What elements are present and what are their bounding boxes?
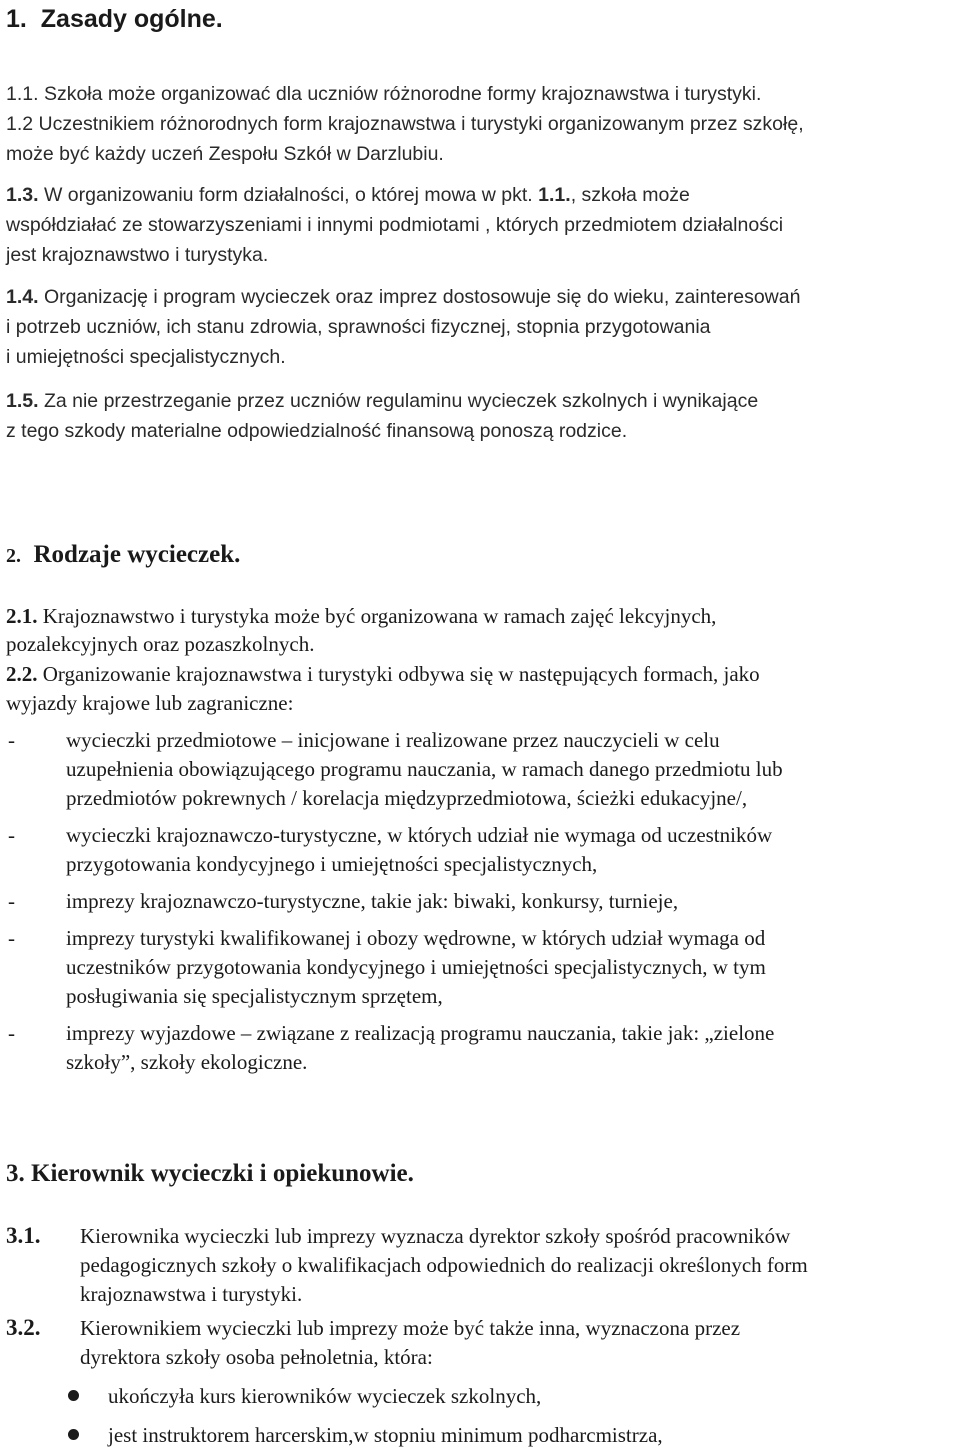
paragraph-2-2-text: Organizowanie krajoznawstwa i turystyki odbywa się w następujących formach, jako [37,662,760,686]
bullet-item-1: ukończyła kurs kierowników wycieczek szkolnych, [108,1384,542,1408]
paragraph-2-2-num: 2.2. [6,662,38,686]
paragraph-1-3-num: 1.3. [6,184,39,206]
paragraph-1-2-line-2 [6,140,444,168]
paragraph-1-1-line: 1.1. Szkoła może organizować dla uczniów różnorodne formy krajoznawstwa i turystyki. [6,83,762,105]
list-item-2-line-1: wycieczki krajoznawczo-turystyczne, w których udział nie wymaga od uczestników [66,823,773,847]
paragraph-1-5-text: Za nie przestrzeganie przez uczniów regulaminu wycieczek szkolnych i wynikające [38,390,759,412]
list-item-3-line-1: imprezy krajoznawczo-turystyczne, takie jak: biwaki, konkursy, turnieje, [66,889,679,913]
paragraph-1-4-line-2 [6,313,711,341]
paragraph-3-2-line-1: Kierownikiem wycieczki lub imprezy może być także inna, wyznaczona przez [80,1316,741,1340]
paragraph-1-4-text: i potrzeb uczniów, ich stanu zdrowia, sprawności fizycznej, stopnia przygotowania [6,316,711,338]
paragraph-3-2-num: 3.2. [6,1315,41,1340]
paragraph-1-3-line-2 [6,211,783,239]
paragraph-1-4-num: 1.4. [6,286,39,308]
paragraph-1-3-line-3 [6,241,268,269]
list-dash: - [8,823,15,847]
list-item-2-line-2: przygotowania kondycyjnego i umiejętności specjalistycznych, [66,852,598,876]
paragraph-2-2-line-2 [6,689,293,717]
bullet-icon [68,1390,79,1401]
list-dash: - [8,1021,15,1045]
section-2-heading-text: Rodzaje wycieczek. [33,541,241,568]
paragraph-1-3-text: współdziałać ze stowarzyszeniami i innymi podmiotami , których przedmiotem działalności [6,214,784,236]
list-item-1-line-3: przedmiotów pokrewnych / korelacja międzyprzedmiotowa, ścieżki edukacyjne/, [66,786,748,810]
paragraph-2-1-line-1 [6,602,716,630]
paragraph-1-5-line-2 [6,417,627,445]
paragraph-1-4-text: Organizację i program wycieczek oraz imprez dostosowuje się do wieku, zainteresowań [38,286,801,308]
list-dash: - [8,728,15,752]
bullet-icon [68,1429,79,1440]
list-item-1-line-1: wycieczki przedmiotowe – inicjowane i realizowane przez nauczycieli w celu [66,728,720,752]
paragraph-2-2-line-1 [6,660,760,688]
paragraph-2-1-line-2 [6,630,314,658]
paragraph-3-2-line-2: dyrektora szkoły osoba pełnoletnia, która: [80,1345,433,1369]
section-3-heading: 3. Kierownik wycieczki i opiekunowie. [6,1160,414,1187]
bullet-item-2: jest instruktorem harcerskim,w stopniu minimum podharcmistrza, [108,1423,663,1447]
paragraph-3-1-line-3: krajoznawstwa i turystyki. [80,1282,303,1306]
section-1-heading-num: 1. [6,5,27,33]
paragraph-1-5-text: z tego szkody materialne odpowiedzialność finansową ponoszą rodzice. [6,420,628,442]
section-1-heading [6,4,223,34]
paragraph-3-1-line-2: pedagogicznych szkoły o kwalifikacjach odpowiednich do realizacji określonych form [80,1253,808,1277]
list-item-4-line-3: posługiwania się specjalistycznym sprzętem, [66,984,443,1008]
paragraph-1-3-line-1 [6,181,690,209]
paragraph-1-5-num: 1.5. [6,390,39,412]
list-item-5-line-1: imprezy wyjazdowe – związane z realizacją programu nauczania, takie jak: „zielone [66,1021,775,1045]
paragraph-1-2-line-1 [6,110,804,138]
paragraph-1-3-text: jest krajoznawstwo i turystyka. [6,244,269,266]
list-dash: - [8,889,15,913]
list-item-4-line-1: imprezy turystyki kwalifikowanej i obozy wędrowne, w których udział wymaga od [66,926,766,950]
paragraph-1-5-line-1 [6,387,758,415]
list-dash: - [8,926,15,950]
paragraph-3-1-line-1: Kierownika wycieczki lub imprezy wyznacza dyrektor szkoły spośród pracowników [80,1224,791,1248]
paragraph-2-1-num: 2.1. [6,604,38,628]
section-2-heading [6,540,240,571]
paragraph-1-2-text: 1.2 Uczestnikiem różnorodnych form krajoznawstwa i turystyki organizowanym przez szkołę, [6,113,804,135]
paragraph-1-2-text: może być każdy uczeń Zespołu Szkół w Darzlubiu. [6,143,444,165]
list-item-5-line-2: szkoły”, szkoły ekologiczne. [66,1050,308,1074]
paragraph-1-4-text: i umiejętności specjalistycznych. [6,346,286,368]
paragraph-3-1-num: 3.1. [6,1223,41,1248]
paragraph-2-1-text: Krajoznawstwo i turystyka może być organizowana w ramach zajęć lekcyjnych, [37,604,717,628]
paragraph-1-1 [6,80,761,108]
paragraph-2-1-text: pozalekcyjnych oraz pozaszkolnych. [6,632,315,656]
paragraph-1-3-text: W organizowaniu form działalności, o której mowa w pkt. [38,184,539,206]
paragraph-1-3-tail: , szkoła może [570,184,690,206]
paragraph-1-4-line-3 [6,343,286,371]
section-2-heading-num: 2. [6,545,21,567]
list-item-1-line-2: uzupełnienia obowiązującego programu nauczania, w ramach danego przedmiotu lub [66,757,783,781]
section-1-heading-text: Zasady ogólne. [40,5,223,33]
paragraph-1-3-ref: 1.1. [538,184,571,206]
list-item-4-line-2: uczestników przygotowania kondycyjnego i umiejętności specjalistycznych, w tym [66,955,766,979]
paragraph-2-2-text: wyjazdy krajowe lub zagraniczne: [6,691,294,715]
paragraph-1-4-line-1 [6,283,800,311]
